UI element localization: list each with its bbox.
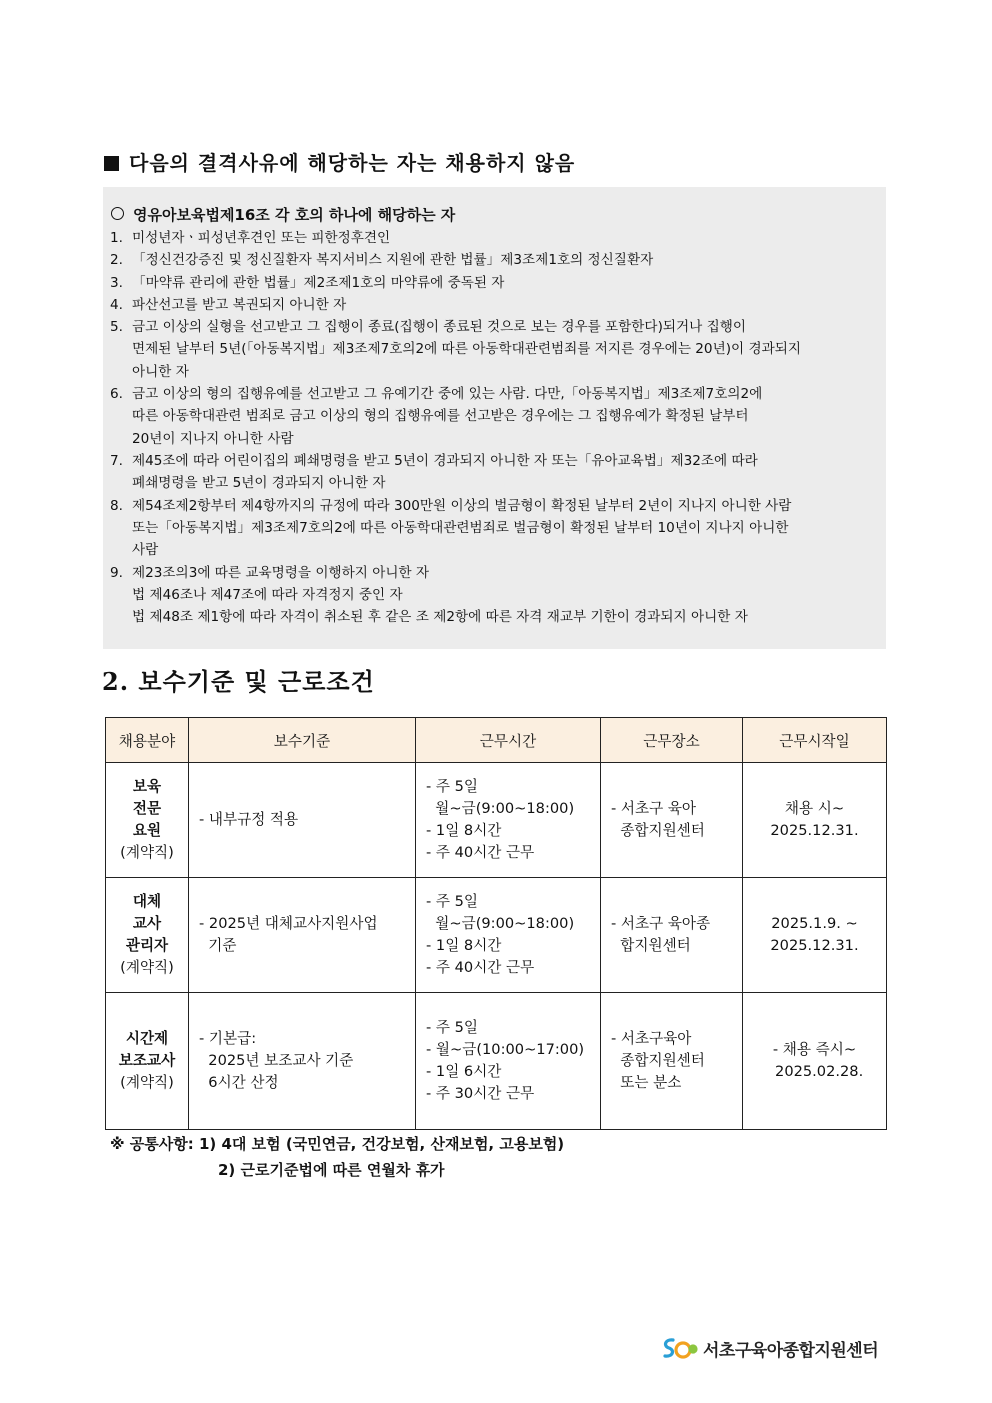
cell-hours-line: - 주 5일 (426, 778, 479, 795)
cell-place-line: 종합지원센터 (611, 822, 705, 839)
cell-start-line: - 채용 즉시~ (772, 1041, 857, 1058)
cell-hours (416, 878, 601, 993)
cell-hours-line: - 1일 8시간 (426, 937, 502, 954)
section2-title: 2. 보수기준 및 근로조건 (102, 667, 375, 696)
list-item-line: 법 제46조나 제47조에 따라 자격정지 중인 자 (132, 586, 403, 603)
list-item-line: 면제된 날부터 5년(「아동복지법」제3조제7호의2에 따른 아동학대관련범죄를 저지른 경우에는 20년)이 경과되지 (132, 341, 801, 358)
list-item-line: 금고 이상의 형의 집행유예를 선고받고 그 유예기간 중에 있는 사람. 다만,「아동복지법」제3조제7호의2에 (132, 386, 763, 403)
cell-start-line: 2025.12.31. (770, 937, 859, 954)
cell-hours-line: - 주 5일 (426, 893, 479, 910)
disqualification-heading: 영유아보육법제16조 각 호의 하나에 해당하는 자 (111, 204, 455, 225)
cell-start (743, 993, 887, 1130)
center-logo-icon (661, 1336, 699, 1360)
cell-field (106, 878, 189, 993)
list-item-line: 제45조에 따라 어린이집의 폐쇄명령을 받고 5년이 경과되지 아니한 자 또는「유아교육법」제32조에 따라 (132, 453, 758, 469)
list-item-number: 8. (110, 497, 123, 514)
header-start: 근무시작일 (743, 718, 887, 763)
list-item-number: 4. (110, 296, 123, 313)
list-item-number: 1. (110, 230, 123, 246)
list-item (110, 249, 653, 271)
cell-pay (189, 763, 416, 878)
cell-field-sub: (계약직) (120, 844, 174, 861)
cell-place-line: - 서초구 육아종 (611, 915, 711, 932)
table-row (106, 878, 887, 993)
cell-field-line: 시간제 (125, 1030, 169, 1047)
header-place: 근무장소 (601, 718, 743, 763)
circle-bullet-icon (111, 207, 124, 220)
cell-pay-line: 기준 (199, 937, 237, 954)
cell-hours-line: - 주 30시간 근무 (426, 1085, 535, 1102)
cell-field-line: 보육 (132, 778, 162, 795)
list-item-line: 사람 (132, 542, 159, 559)
list-item-line: 「정신건강증진 및 정신질환자 복지서비스 지원에 관한 법률」제3조제1호의 정신질환자 (132, 252, 654, 269)
cell-hours-line: 월~금(9:00~18:00) (426, 800, 575, 817)
list-item-line: 「마약류 관리에 관한 법률」제2조제1호의 마약류에 중독된 자 (132, 274, 505, 291)
cell-place (601, 763, 743, 878)
cell-hours-line: - 주 40시간 근무 (426, 844, 535, 861)
cell-pay-line: - 내부규정 적용 (199, 811, 299, 828)
cell-place (601, 878, 743, 993)
table-row (106, 763, 887, 878)
list-item-number: 5. (110, 319, 123, 336)
list-item-number: 7. (110, 453, 123, 469)
list-item-line: 금고 이상의 실형을 선고받고 그 집행이 종료(집행이 종료된 것으로 보는 경우를 포함한다)되거나 집행이 (132, 319, 746, 336)
cell-field-line: 보조교사 (118, 1052, 176, 1069)
cell-hours-line: 월~금(9:00~18:00) (426, 915, 575, 932)
cell-pay-line: 2025년 보조교사 기준 (199, 1052, 354, 1069)
list-item (110, 450, 758, 495)
cell-start (743, 763, 887, 878)
list-item-line: 미성년자ㆍ피성년후견인 또는 피한정후견인 (132, 230, 391, 246)
header-field: 채용분야 (106, 718, 189, 763)
cell-pay (189, 878, 416, 993)
footer-org-name: 서초구육아종합지원센터 (703, 1340, 879, 1361)
cell-start-line: 채용 시~ (784, 800, 845, 817)
cell-place-line: 종합지원센터 (611, 1052, 705, 1069)
cell-field-line: 요원 (132, 822, 162, 839)
list-item (110, 227, 390, 249)
list-item-line: 20년이 지나지 아니한 사람 (132, 430, 294, 447)
cell-hours-line: - 1일 6시간 (426, 1063, 502, 1080)
cell-hours-line: - 주 40시간 근무 (426, 959, 535, 976)
list-item-line: 파산선고를 받고 복권되지 아니한 자 (132, 296, 347, 313)
cell-hours (416, 763, 601, 878)
list-item (110, 272, 504, 294)
cell-start-line: 2025.12.31. (770, 822, 859, 839)
disqualification-box (103, 187, 886, 649)
list-item (110, 294, 346, 316)
cell-field-line: 관리자 (125, 937, 169, 954)
list-item (110, 383, 762, 450)
cell-start-line: 2025.1.9. ~ (771, 915, 858, 932)
list-item-number: 9. (110, 564, 123, 581)
cell-place-line: - 서초구 육아 (611, 800, 697, 817)
cell-pay (189, 993, 416, 1130)
list-item-line: 또는「아동복지법」제3조제7호의2에 따른 아동학대관련범죄로 벌금형이 확정된 날부터 10년이 지나지 아니한 (132, 519, 789, 536)
cell-start-line: 2025.02.28. (765, 1063, 864, 1080)
cell-field-line: 전문 (132, 800, 162, 817)
cell-pay-line: - 기본급: (199, 1030, 257, 1047)
cell-field-line: 교사 (132, 915, 162, 932)
list-item-line: 아니한 자 (132, 363, 189, 380)
list-item-line: 제23조의3에 따른 교육명령을 이행하지 아니한 자 (132, 564, 430, 581)
cell-hours-line: - 주 5일 (426, 1019, 479, 1036)
cell-field-sub: (계약직) (120, 1074, 174, 1091)
cell-start (743, 878, 887, 993)
cell-field (106, 993, 189, 1130)
list-item-number: 2. (110, 252, 123, 269)
common-note-2: 2) 근로기준법에 따른 연월차 휴가 (218, 1161, 445, 1179)
list-item-number: 3. (110, 274, 123, 291)
section1-title: 다음의 결격사유에 해당하는 자는 채용하지 않음 (104, 147, 575, 176)
common-note-1: ※ 공통사항: 1) 4대 보험 (국민연금, 건강보험, 산재보험, 고용보험) (110, 1135, 565, 1153)
list-item (110, 562, 748, 629)
cell-pay-line: - 2025년 대체교사지원사업 (199, 915, 378, 932)
cell-place (601, 993, 743, 1130)
list-item-line: 제54조제2항부터 제4항까지의 규정에 따라 300만원 이상의 벌금형이 확정된 날부터 2년이 지나지 아니한 사람 (132, 497, 792, 514)
list-item (110, 495, 791, 562)
list-item-number: 6. (110, 386, 123, 403)
pay-table (105, 717, 887, 1130)
header-pay: 보수기준 (189, 718, 416, 763)
cell-hours-line: - 월~금(10:00~17:00) (426, 1041, 585, 1058)
cell-place-line: 또는 분소 (611, 1074, 682, 1091)
cell-hours-line: - 1일 8시간 (426, 822, 502, 839)
cell-field-line: 대체 (132, 893, 162, 910)
cell-place-line: 합지원센터 (611, 937, 691, 954)
table-row (106, 993, 887, 1130)
cell-field (106, 763, 189, 878)
header-hours: 근무시간 (416, 718, 601, 763)
black-square-icon (104, 156, 119, 171)
cell-field-sub: (계약직) (120, 959, 174, 976)
cell-place-line: - 서초구육아 (611, 1030, 692, 1047)
list-item-line: 따른 아동학대관련 범죄로 금고 이상의 형의 집행유예를 선고받은 경우에는 그 집행유예가 확정된 날부터 (132, 408, 749, 425)
cell-pay-line: 6시간 산정 (199, 1074, 279, 1091)
list-item-line: 법 제48조 제1항에 따라 자격이 취소된 후 같은 조 제2항에 따른 자격 재교부 기한이 경과되지 아니한 자 (132, 609, 748, 626)
cell-hours (416, 993, 601, 1130)
list-item-line: 폐쇄명령을 받고 5년이 경과되지 아니한 자 (132, 475, 386, 492)
list-item (110, 316, 801, 383)
footer-logo (661, 1335, 878, 1361)
table-header-row (106, 718, 887, 763)
